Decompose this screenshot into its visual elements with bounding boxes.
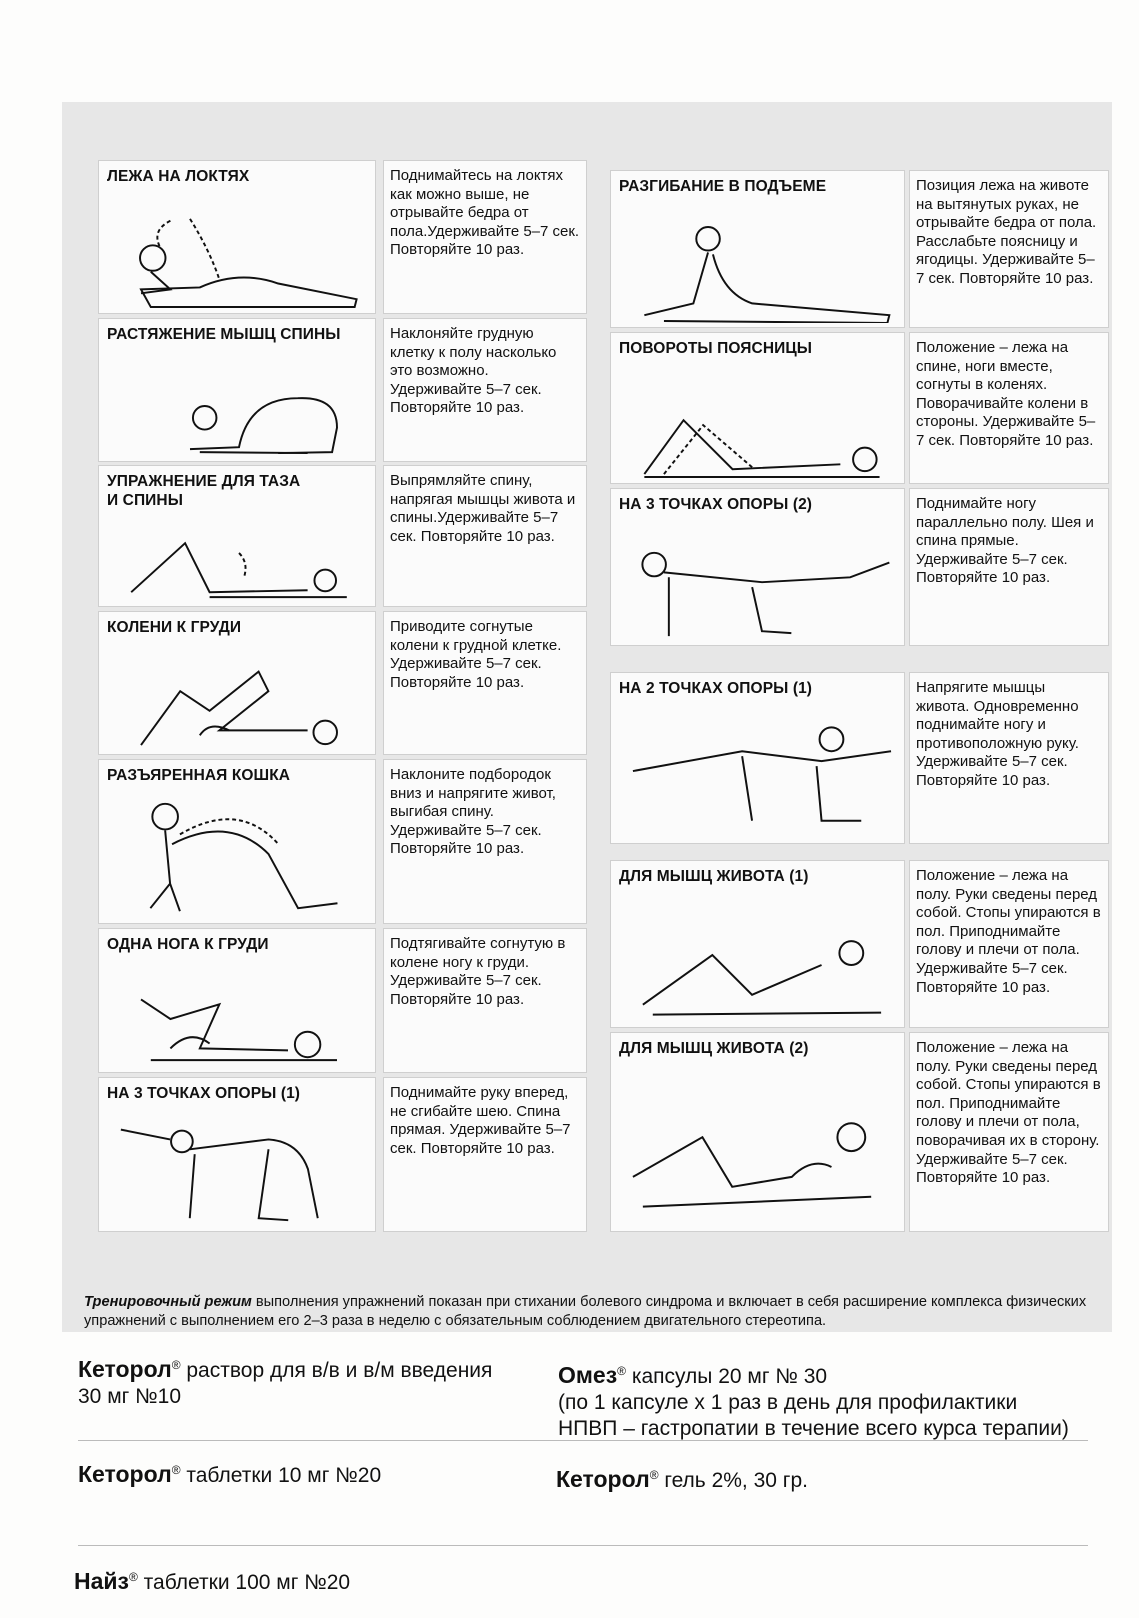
exercise-card [610,488,905,646]
drug-item [558,1358,1118,1442]
exercise-figure [111,504,367,602]
drug-desc: таблетки 100 мг №20 [137,1571,351,1594]
exercise-card [610,860,905,1028]
drug-item [74,1564,524,1596]
exercise-figure [623,905,896,1023]
exercise-description: Позиция лежа на животе на вытянутых руках, не отрывайте бедра от пола. Расслабьте поясницу и ягодицы. Удерживайте 5–7 сек. Повторяйте 10 раз. [909,170,1109,328]
exercise-card [610,170,905,328]
exercise-description: Положение – лежа на спине, ноги вместе, согнуты в коленях. Поворачивайте колени в стороны. Удерживайте 5–7 сек. Повторяйте 10 раз. [909,332,1109,484]
divider [78,1545,1088,1546]
drug-item [556,1462,1056,1494]
registered-mark: ® [617,1364,626,1378]
drug-item [78,1457,528,1489]
exercise-card [98,1077,376,1232]
exercise-card [98,759,376,924]
exercise-card [98,465,376,607]
exercise-title: ПОВОРОТЫ ПОЯСНИЦЫ [619,340,813,357]
exercise-description: Приводите согнутые колени к грудной клетке. Удерживайте 5–7 сек. Повторяйте 10 раз. [383,611,587,755]
drug-name: Найз [74,1568,129,1594]
exercise-figure [623,543,896,641]
exercise-title: УПРАЖНЕНИЕ ДЛЯ ТАЗА И СПИНЫ [107,473,301,509]
training-mode-note [84,1293,1094,1331]
exercise-figure [623,381,896,479]
exercise-title: РАСТЯЖЕНИЕ МЫШЦ СПИНЫ [107,326,341,343]
exercise-description: Наклоняйте грудную клетку к полу насколько это возможно. Удерживайте 5–7 сек. Повторяйте 10 раз. [383,318,587,462]
exercise-figure [623,225,896,323]
exercise-title: РАЗГИБАНИЕ В ПОДЪЕМЕ [619,178,827,195]
exercise-description: Выпрямляйте спину, напрягая мышцы живота и спины.Удерживайте 5–7 сек. Повторяйте 10 раз. [383,465,587,607]
exercise-title: ОДНА НОГА К ГРУДИ [107,936,269,953]
exercise-card [98,160,376,314]
exercise-figure [111,652,367,750]
exercise-figure [111,211,367,309]
exercise-description: Положение – лежа на полу. Руки сведены перед собой. Стопы упираются в пол. Приподнимайте голову и плечи от пола. Удерживайте 5–7 сек. Повторяйте 10 раз. [909,860,1109,1028]
exercise-card [610,672,905,844]
exercise-title: ДЛЯ МЫШЦ ЖИВОТА (2) [619,1040,809,1057]
exercise-title: РАЗЪЯРЕННАЯ КОШКА [107,767,291,784]
exercise-description: Наклоните подбородок вниз и напрягите живот, выгибая спину. Удерживайте 5–7 сек. Повторяйте 10 раз. [383,759,587,924]
drug-desc: раствор для в/в и в/м введения [180,1359,493,1382]
registered-mark: ® [171,1358,181,1372]
exercise-title: НА 3 ТОЧКАХ ОПОРЫ (2) [619,496,813,513]
exercise-title: КОЛЕНИ К ГРУДИ [107,619,242,636]
exercise-figure [111,359,367,457]
drug-desc: капсулы 20 мг № 30 [625,1365,828,1388]
drug-dose: НПВП – гастропатии в течение всего курса терапии) [558,1417,1069,1440]
note-lead: Тренировочный режим [84,1294,252,1310]
registered-mark: ® [128,1570,138,1584]
drug-name: Кеторол [78,1356,172,1382]
drug-desc: таблетки 10 мг №20 [180,1464,382,1487]
drug-item [78,1352,528,1410]
exercise-card [610,1032,905,1232]
exercise-description: Поднимайте ногу параллельно полу. Шея и спина прямые. Удерживайте 5–7 сек. Повторяйте 10 раз. [909,488,1109,646]
exercise-title: НА 3 ТОЧКАХ ОПОРЫ (1) [107,1085,301,1102]
exercise-description: Поднимайте руку вперед, не сгибайте шею. Спина прямая. Удерживайте 5–7 сек. Повторяйте 10 раз. [383,1077,587,1232]
exercise-card [98,611,376,755]
note-text: выполнения упражнений показан при стихании болевого синдрома и включает в себя расширение комплекса физических упражнений с выполнением его 2–3 раза в неделю с обязательным соблюдением двигательного стереотипа. [84,1294,1087,1329]
exercise-title: ЛЕЖА НА ЛОКТЯХ [107,168,250,185]
exercise-card [98,928,376,1073]
drug-dose: 30 мг №10 [78,1385,182,1408]
exercise-card [610,332,905,484]
exercise-title: НА 2 ТОЧКАХ ОПОРЫ (1) [619,680,813,697]
exercise-figure [623,721,896,839]
exercise-title: ДЛЯ МЫШЦ ЖИВОТА (1) [619,868,809,885]
drug-dose: (по 1 капсуле х 1 раз в день для профилактики [558,1391,1018,1414]
exercise-figure [111,1109,367,1227]
exercise-figure [623,1097,896,1227]
exercise-figure [111,794,367,919]
exercise-description: Положение – лежа на полу. Руки сведены перед собой. Стопы упираются в пол. Приподнимайте голову и плечи от пола, поворачивая их в сторону. Удерживайте 5–7 сек. Повторяйте 10 раз. [909,1032,1109,1232]
exercise-description: Подтягивайте согнутую в колене ногу к груди. Удерживайте 5–7 сек. Повторяйте 10 раз. [383,928,587,1073]
registered-mark: ® [171,1463,181,1477]
drug-desc: гель 2%, 30 гр. [658,1469,808,1492]
drug-name: Омез [558,1362,618,1388]
exercise-description: Поднимайтесь на локтях как можно выше, не отрывайте бедра от пола.Удерживайте 5–7 сек. Повторяйте 10 раз. [383,160,587,314]
drug-name: Кеторол [556,1466,650,1492]
exercise-figure [111,970,367,1068]
drug-name: Кеторол [78,1461,172,1487]
registered-mark: ® [649,1468,659,1482]
divider [78,1440,1088,1441]
exercise-card [98,318,376,462]
exercise-description: Напрягите мышцы живота. Одновременно поднимайте ногу и противоположную руку. Удерживайте 5–7 сек. Повторяйте 10 раз. [909,672,1109,844]
